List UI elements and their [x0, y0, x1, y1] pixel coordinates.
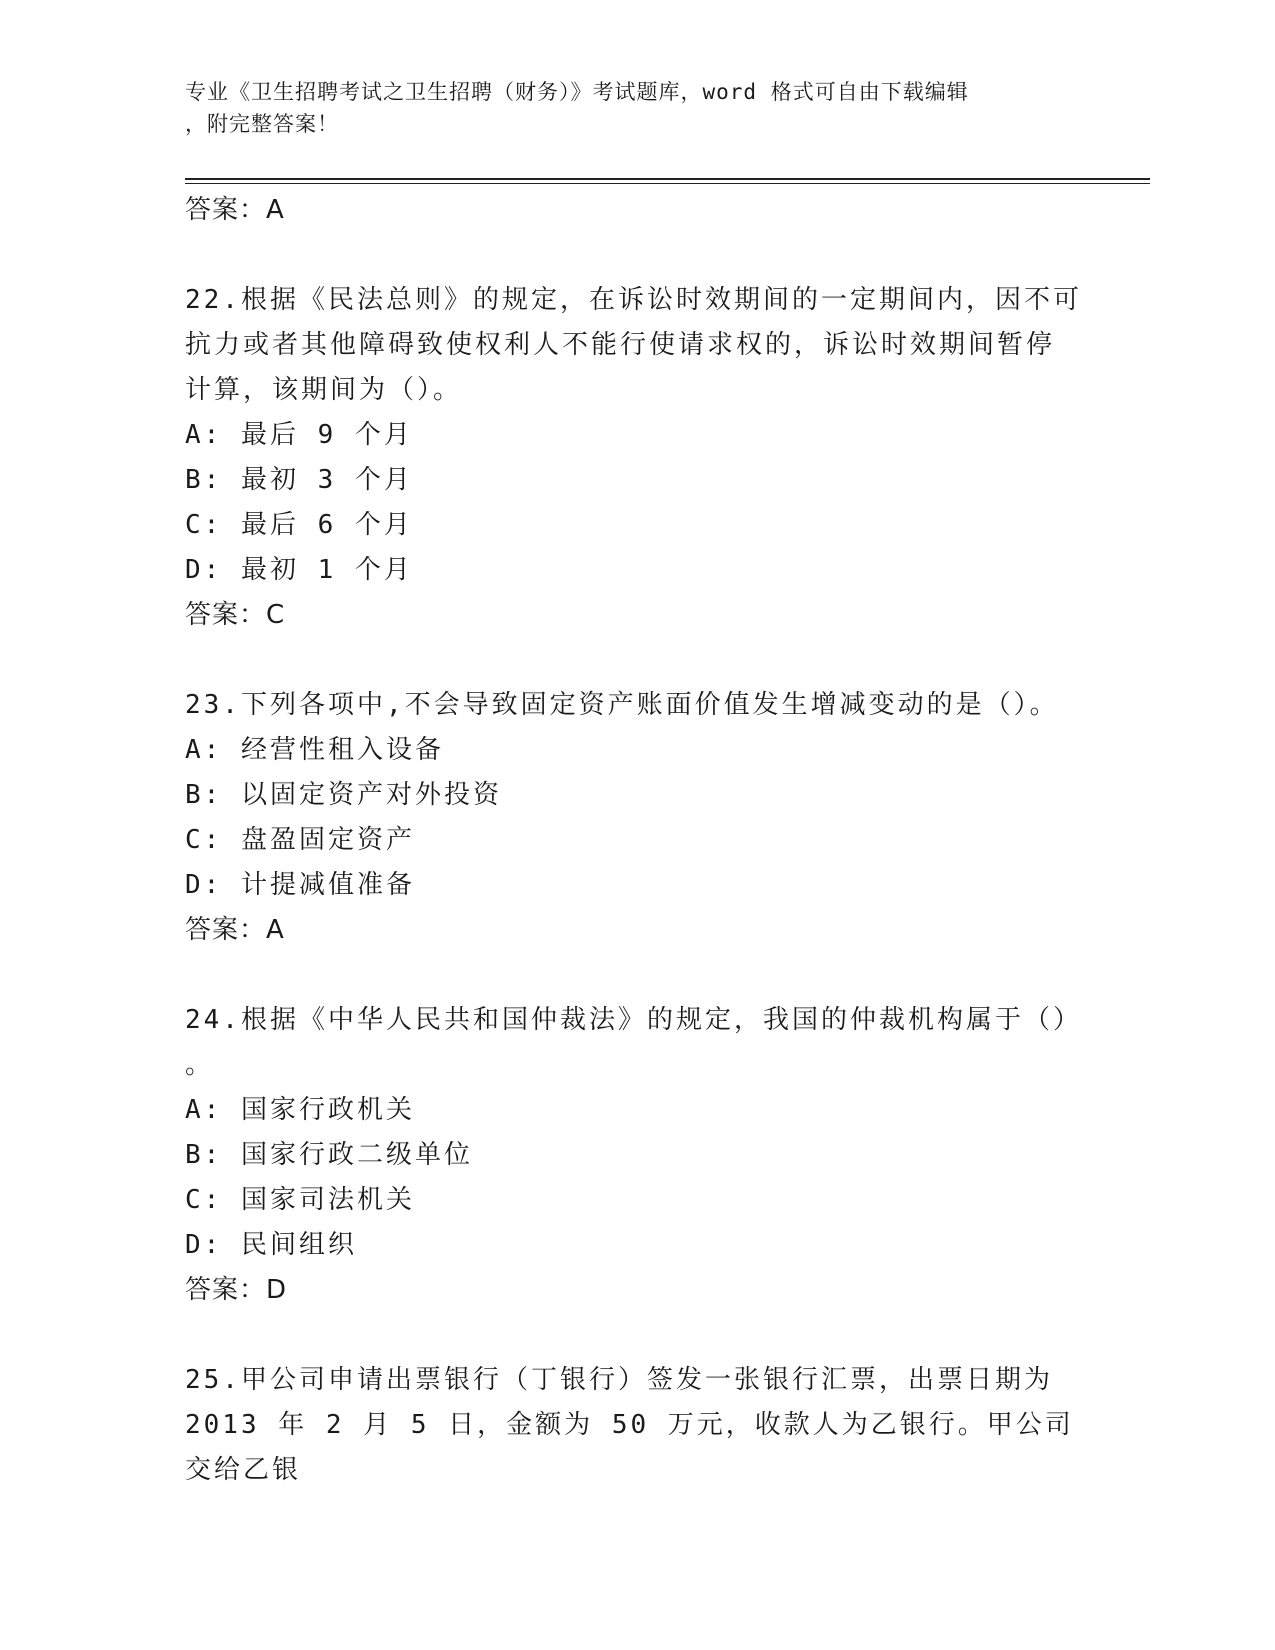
question-stem-line: 22.根据《民法总则》的规定，在诉讼时效期间的一定期间内，因不可 [185, 285, 1082, 315]
header-rule-thick [185, 178, 1150, 180]
question-stem-line: 。 [185, 1050, 215, 1080]
answer-23: 答案：A [185, 915, 285, 945]
spacer [185, 233, 1085, 278]
option-d: D: 计提减值准备 [185, 870, 415, 900]
option-d: D: 最初 1 个月 [185, 555, 413, 585]
option-b: B: 最初 3 个月 [185, 465, 413, 495]
answer-22: 答案：C [185, 600, 286, 630]
spacer [185, 638, 1085, 683]
document-header [185, 76, 1085, 140]
header-rule-thin [185, 183, 1150, 184]
option-a: A: 国家行政机关 [185, 1095, 415, 1125]
document-body [185, 188, 1085, 1493]
question-stem-line: 抗力或者其他障碍致使权利人不能行使请求权的，诉讼时效期间暂停 [185, 330, 1056, 360]
option-b: B: 以固定资产对外投资 [185, 780, 502, 810]
header-line-1: 专业《卫生招聘考试之卫生招聘（财务）》考试题库，word 格式可自由下载编辑 [185, 80, 969, 104]
answer-24: 答案：D [185, 1275, 288, 1305]
option-a: A: 经营性租入设备 [185, 735, 444, 765]
option-c: C: 国家司法机关 [185, 1185, 415, 1215]
question-stem-line: 24.根据《中华人民共和国仲裁法》的规定，我国的仲裁机构属于（） [185, 1005, 1082, 1035]
question-stem-line: 25.甲公司申请出票银行（丁银行）签发一张银行汇票，出票日期为 [185, 1365, 1053, 1395]
question-22 [185, 278, 1085, 638]
question-stem-line: 计算，该期间为（）。 [185, 375, 463, 405]
option-a: A: 最后 9 个月 [185, 420, 413, 450]
header-line-2: ，附完整答案！ [185, 112, 339, 136]
question-24 [185, 998, 1085, 1313]
spacer [185, 1313, 1085, 1358]
option-c: C: 盘盈固定资产 [185, 825, 415, 855]
option-d: D: 民间组织 [185, 1230, 357, 1260]
option-c: C: 最后 6 个月 [185, 510, 413, 540]
question-stem-line: 2013 年 2 月 5 日，金额为 50 万元，收款人为乙银行。甲公司交给乙银 [185, 1410, 1074, 1485]
question-23 [185, 683, 1085, 953]
question-25 [185, 1358, 1085, 1493]
spacer [185, 953, 1085, 998]
option-b: B: 国家行政二级单位 [185, 1140, 473, 1170]
question-stem-line: 23.下列各项中,不会导致固定资产账面价值发生增减变动的是（）。 [185, 690, 1059, 720]
answer-previous: 答案：A [185, 195, 285, 225]
